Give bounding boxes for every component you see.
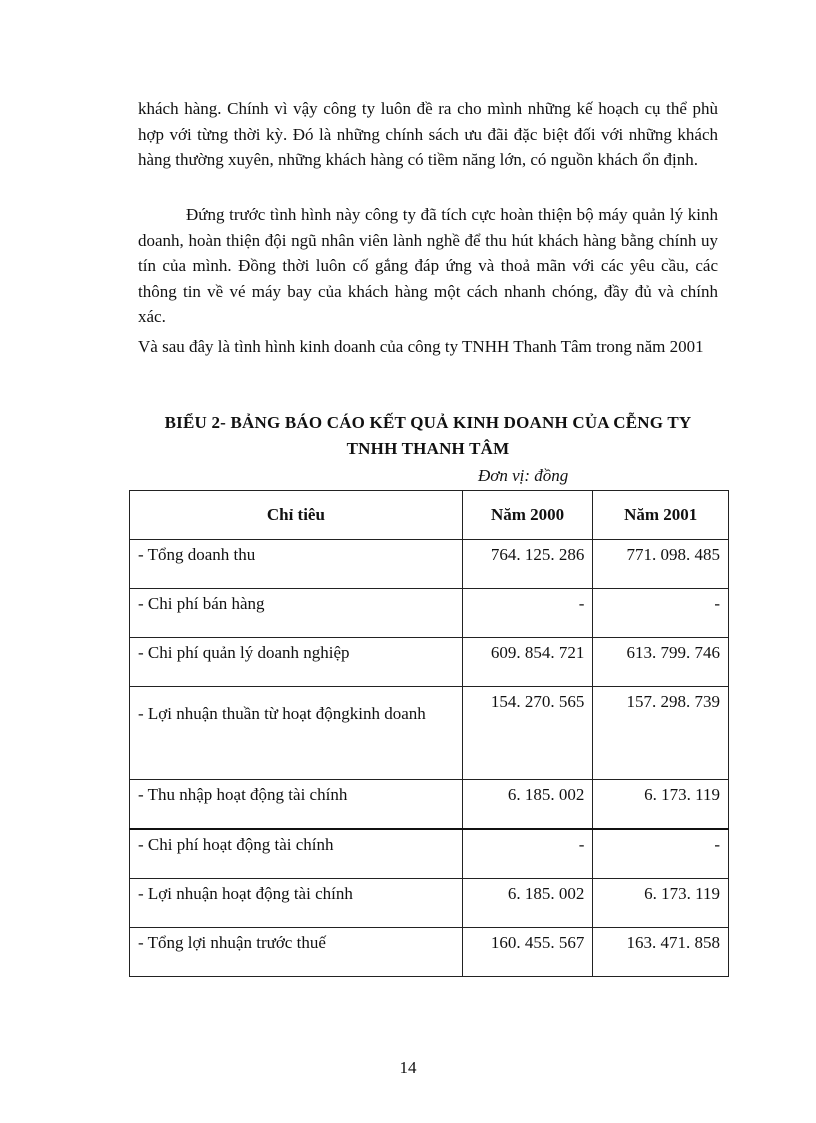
paragraph-lead-in: Và sau đây là tình hình kinh doanh của công ty TNHH Thanh Tâm trong năm 2001 xyxy=(138,337,704,356)
row-value-2001: 6. 173. 119 xyxy=(593,780,729,830)
business-results-table xyxy=(129,490,729,977)
row-value-2001: - xyxy=(593,829,729,879)
row-label: - Tổng doanh thu xyxy=(130,540,463,589)
page-number: 14 xyxy=(399,1058,417,1077)
header-indicator: Chỉ tiêu xyxy=(130,491,463,540)
row-label: - Thu nhập hoạt động tài chính xyxy=(130,780,463,830)
row-value-2000: 764. 125. 286 xyxy=(462,540,593,589)
table-row xyxy=(130,879,729,928)
row-value-2000: - xyxy=(462,589,593,638)
row-value-2000: 160. 455. 567 xyxy=(462,928,593,977)
row-value-2001: 613. 799. 746 xyxy=(593,638,729,687)
table-row xyxy=(130,687,729,780)
row-label: - Lợi nhuận hoạt động tài chính xyxy=(130,879,463,928)
paragraph-intro: khách hàng. Chính vì vậy công ty luôn đề ra cho mình những kế hoạch cụ thể phù hợp với từng thời kỳ. Đó là những chính sách ưu đãi đặc biệt đối với những khách hàng thường xuyên, những khách hàng có tiềm năng lớn, có nguồn khách ổn định. xyxy=(138,99,718,169)
table-row xyxy=(130,638,729,687)
row-value-2001: 157. 298. 739 xyxy=(593,687,729,780)
row-label: - Chi phí quản lý doanh nghiệp xyxy=(130,638,463,687)
row-value-2001: - xyxy=(593,589,729,638)
row-label: - Tổng lợi nhuận trước thuế xyxy=(130,928,463,977)
row-value-2001: 6. 173. 119 xyxy=(593,879,729,928)
row-value-2001: 771. 098. 485 xyxy=(593,540,729,589)
row-value-2000: 154. 270. 565 xyxy=(462,687,593,780)
row-label: - Chi phí hoạt động tài chính xyxy=(130,829,463,879)
table-row xyxy=(130,829,729,879)
table-row xyxy=(130,928,729,977)
table-header-row xyxy=(130,491,729,540)
table-row xyxy=(130,589,729,638)
header-year-2000: Năm 2000 xyxy=(462,491,593,540)
row-label: - Lợi nhuận thuần từ hoạt độngkinh doanh xyxy=(130,687,463,780)
row-value-2000: 6. 185. 002 xyxy=(462,879,593,928)
header-year-2001: Năm 2001 xyxy=(593,491,729,540)
table-title-line1: BIỂU 2- BẢNG BÁO CÁO KẾT QUẢ KINH DOANH CỦA CỄNG TY xyxy=(164,413,692,432)
table-row xyxy=(130,780,729,830)
row-value-2001: 163. 471. 858 xyxy=(593,928,729,977)
table-title-line2: TNHH THANH TÂM xyxy=(346,439,510,458)
unit-label: Đơn vị: đồng xyxy=(478,466,569,485)
row-label: - Chi phí bán hàng xyxy=(130,589,463,638)
paragraph-improvement: Đứng trước tình hình này công ty đã tích cực hoàn thiện bộ máy quản lý kinh doanh, hoàn thiện đội ngũ nhân viên lành nghề để thu hút khách hàng bằng chính uy tín của mình. Đồng thời luôn cố gắng đáp ứng và thoả mãn với các yêu cầu, các thông tin về vé máy bay của khách hàng một cách nhanh chóng, đầy đủ và chính xác. xyxy=(138,205,718,326)
row-value-2000: - xyxy=(462,829,593,879)
row-value-2000: 609. 854. 721 xyxy=(462,638,593,687)
table-row xyxy=(130,540,729,589)
row-value-2000: 6. 185. 002 xyxy=(462,780,593,830)
